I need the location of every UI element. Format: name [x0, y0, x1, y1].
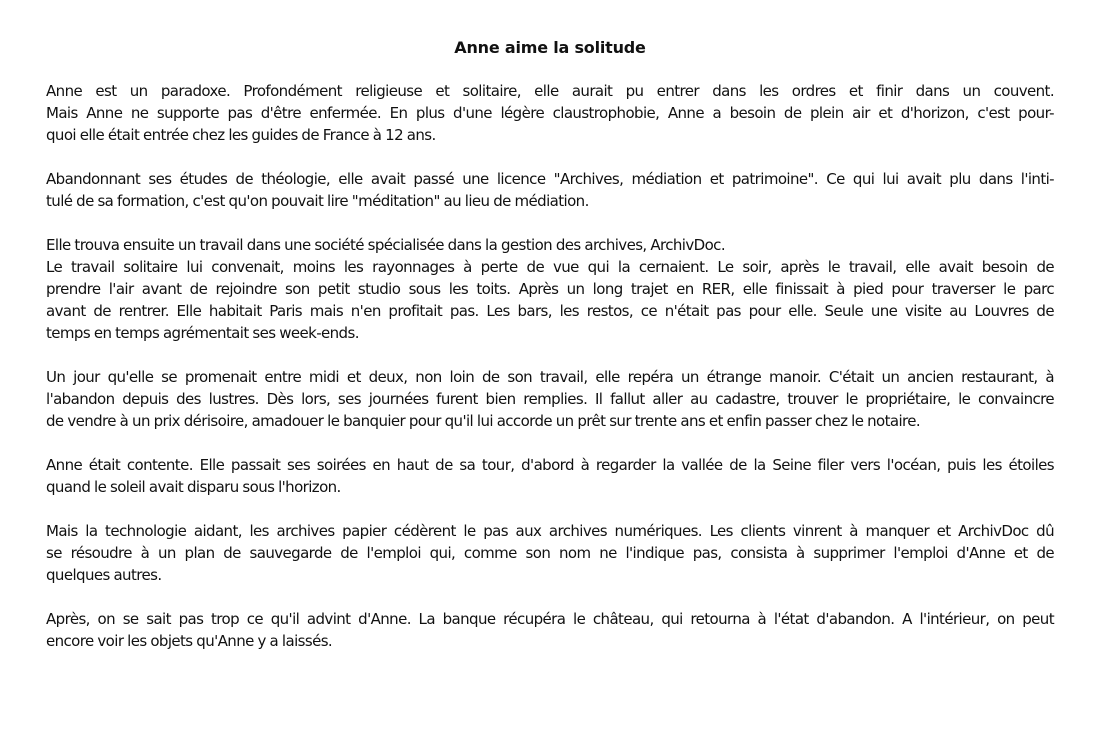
- paragraph-4: [46, 366, 1054, 432]
- paragraph-line: quelques autres.: [46, 566, 162, 584]
- paragraph-line: Anne est un paradoxe. Profondément religieuse et solitaire, elle aurait pu entrer dans les ordres et finir dans un couvent.: [46, 82, 1054, 100]
- document-page: [46, 38, 1054, 674]
- paragraph-line: quoi elle était entrée chez les guides de France à 12 ans.: [46, 126, 436, 144]
- paragraph-line: temps en temps agrémentait ses week-ends.: [46, 324, 359, 342]
- paragraph-line: quand le soleil avait disparu sous l'horizon.: [46, 478, 341, 496]
- paragraph-line: avant de rentrer. Elle habitait Paris mais n'en profitait pas. Les bars, les restos, ce n'était pas pour elle. Seule une visite au Louvres de: [46, 302, 1054, 320]
- paragraph-line: se résoudre à un plan de sauvegarde de l'emploi qui, comme son nom ne l'indique pas, consista à supprimer l'emploi d'Anne et de: [46, 544, 1054, 562]
- paragraph-1: [46, 80, 1054, 146]
- paragraph-5: [46, 454, 1054, 498]
- document-title: Anne aime la solitude: [454, 38, 646, 57]
- paragraph-line: encore voir les objets qu'Anne y a laissés.: [46, 632, 333, 650]
- paragraph-line: prendre l'air avant de rejoindre son petit studio sous les toits. Après un long trajet en RER, elle finissait à pied pour traverser le parc: [46, 280, 1054, 298]
- paragraph-line: l'abandon depuis des lustres. Dès lors, ses journées furent bien remplies. Il fallut aller au cadastre, trouver le propriétaire, le convaincre: [46, 390, 1054, 408]
- paragraph-line: Anne était contente. Elle passait ses soirées en haut de sa tour, d'abord à regarder la vallée de la Seine filer vers l'océan, puis les étoiles: [46, 456, 1054, 474]
- paragraph-line: Abandonnant ses études de théologie, elle avait passé une licence "Archives, médiation et patrimoine". Ce qui lui avait plu dans l'inti-: [46, 170, 1054, 188]
- paragraph-line: Un jour qu'elle se promenait entre midi et deux, non loin de son travail, elle repéra un étrange manoir. C'était un ancien restaurant, à: [46, 368, 1054, 386]
- paragraph-3: [46, 234, 1054, 344]
- paragraph-line: de vendre à un prix dérisoire, amadouer le banquier pour qu'il lui accorde un prêt sur trente ans et enfin passer chez le notaire.: [46, 412, 921, 430]
- paragraph-line: Le travail solitaire lui convenait, moins les rayonnages à perte de vue qui la cernaient. Le soir, après le travail, elle avait besoin de: [46, 258, 1054, 276]
- paragraph-2: [46, 168, 1054, 212]
- paragraph-6: [46, 520, 1054, 586]
- paragraph-line: tulé de sa formation, c'est qu'on pouvait lire "méditation" au lieu de médiation.: [46, 192, 589, 210]
- paragraph-7: [46, 608, 1054, 652]
- paragraph-line: Après, on se sait pas trop ce qu'il advint d'Anne. La banque récupéra le château, qui retourna à l'état d'abandon. A l'intérieur, on peut: [46, 610, 1054, 628]
- paragraph-line: Elle trouva ensuite un travail dans une société spécialisée dans la gestion des archives, ArchivDoc.: [46, 236, 725, 254]
- paragraph-line: Mais Anne ne supporte pas d'être enfermée. En plus d'une légère claustrophobie, Anne a besoin de plein air et d'horizon, c'est pour-: [46, 104, 1054, 122]
- paragraph-line: Mais la technologie aidant, les archives papier cédèrent le pas aux archives numériques. Les clients vinrent à manquer et ArchivDoc dû: [46, 522, 1054, 540]
